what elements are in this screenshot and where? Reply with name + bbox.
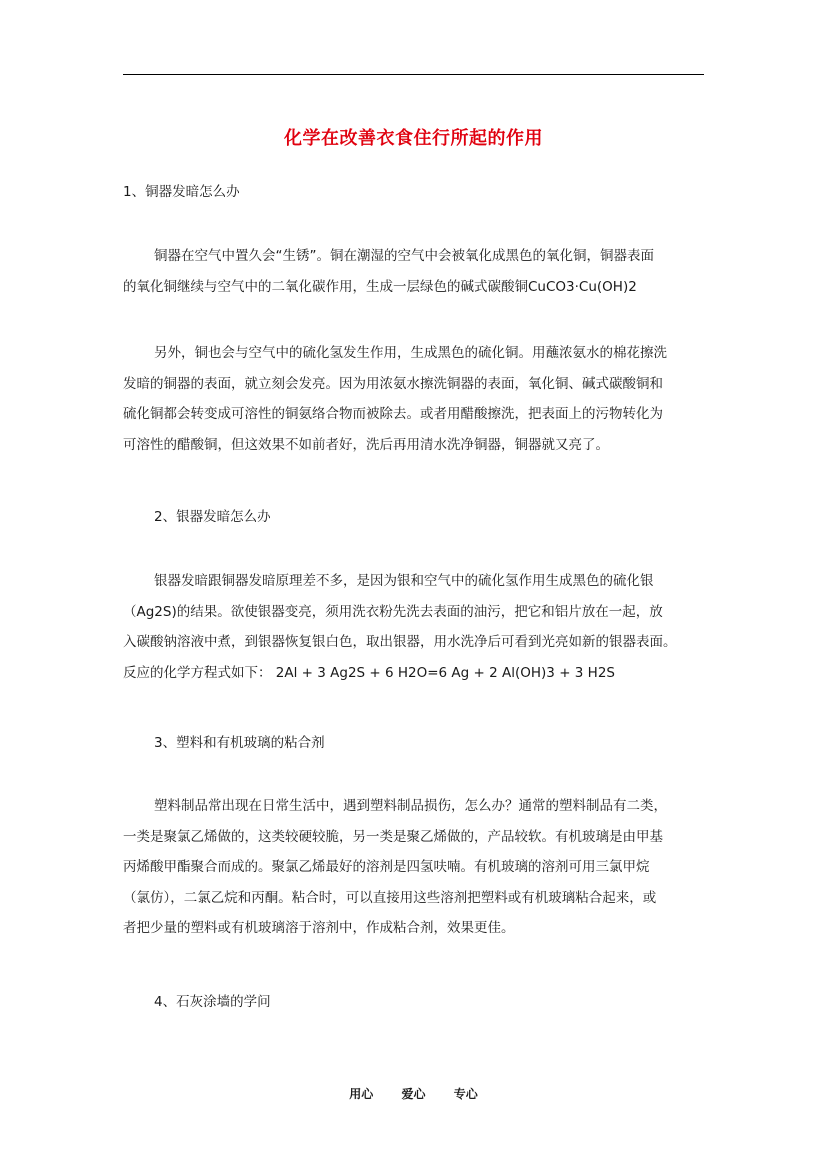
page-footer <box>0 1085 827 1102</box>
header-rule <box>123 74 704 75</box>
text-line: 丙烯酸甲酯聚合而成的。聚氯乙烯最好的溶剂是四氢呋喃。有机玻璃的溶剂可用三氯甲烷 <box>123 859 650 875</box>
text-line: 银器发暗跟铜器发暗原理差不多，是因为银和空气中的硫化氢作用生成黑色的硫化银 <box>154 573 654 589</box>
text-line: 另外，铜也会与空气中的硫化氢发生作用，生成黑色的硫化铜。用蘸浓氨水的棉花擦洗 <box>154 345 667 361</box>
text-line: 铜器在空气中置久会“生锈”。铜在潮湿的空气中会被氧化成黑色的氧化铜，铜器表面 <box>154 248 654 264</box>
section-2-paragraph-1 <box>123 566 708 688</box>
text-line: 者把少量的塑料或有机玻璃溶于溶剂中，作成粘合剂，效果更佳。 <box>123 920 515 936</box>
text-line: （Ag2S)的结果。欲使银器变亮，须用洗衣粉先洗去表面的油污，把它和铝片放在一起，放 <box>123 603 663 620</box>
text-line: 的氧化铜继续与空气中的二氧化碳作用，生成一层绿色的碱式碳酸铜CuCO3·Cu(OH)2 <box>123 278 637 295</box>
section-3-heading: 3、塑料和有机玻璃的粘合剂 <box>154 735 325 751</box>
section-4-heading: 4、石灰涂墙的学问 <box>154 994 271 1010</box>
text-line: 可溶性的醋酸铜，但这效果不如前者好，洗后再用清水洗净铜器，铜器就又亮了。 <box>123 436 609 453</box>
text-line: 塑料制品常出现在日常生活中，遇到塑料制品损伤，怎么办？通常的塑料制品有二类， <box>154 798 667 814</box>
section-1-paragraph-2 <box>123 338 708 460</box>
text-line: 反应的化学方程式如下： 2Al + 3 Ag2S + 6 H2O=6 Ag + 2 Al(OH)3 + 3 H2S <box>123 664 615 681</box>
footer-word: 用心 <box>349 1087 374 1101</box>
text-line: 发暗的铜器的表面，就立刻会发亮。因为用浓氨水擦洗铜器的表面，氧化铜、碱式碳酸铜和 <box>123 375 663 392</box>
text-line: 硫化铜都会转变成可溶性的铜氨络合物而被除去。或者用醋酸擦洗，把表面上的污物转化为 <box>123 406 663 422</box>
text-line: 一类是聚氯乙烯做的，这类较硬较脆，另一类是聚乙烯做的，产品较软。有机玻璃是由甲基 <box>123 828 663 845</box>
section-3-paragraph-1 <box>123 791 708 944</box>
footer-word: 专心 <box>453 1087 478 1101</box>
text-line: 入碳酸钠溶液中煮，到银器恢复银白色，取出银器，用水洗净后可看到光亮如新的银器表面。 <box>123 634 677 650</box>
text-line: （氯仿），二氯乙烷和丙酮。粘合时，可以直接用这些溶剂把塑料或有机玻璃粘合起来，或 <box>123 889 657 906</box>
section-1-heading: 1、铜器发暗怎么办 <box>123 184 240 200</box>
footer-word: 爱心 <box>401 1087 426 1101</box>
document-title: 化学在改善衣食住行所起的作用 <box>284 128 543 149</box>
section-2-heading: 2、银器发暗怎么办 <box>154 509 271 525</box>
section-1-paragraph-1 <box>123 241 708 302</box>
